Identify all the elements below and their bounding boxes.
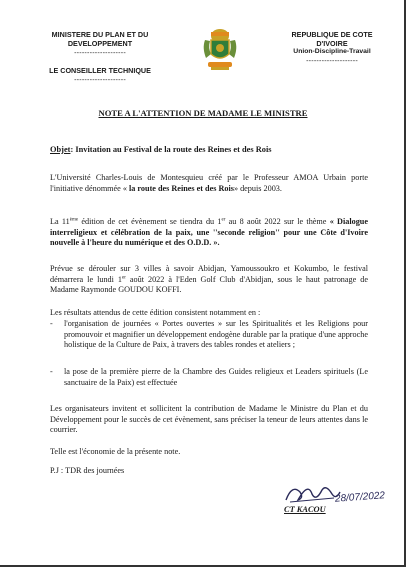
paragraph-venue <box>50 264 368 296</box>
header-right <box>278 30 386 65</box>
bullet-dash: - <box>50 319 53 328</box>
paragraph-intro <box>50 173 368 194</box>
list-item-text: la pose de la première pierre de la Chambre des Guides religieux et Leaders spirituels (Le sanctuaire de la Paix) est effectuée <box>64 367 368 387</box>
paragraph-closing: Telle est l'économie de la présente note. <box>50 447 181 456</box>
header-left <box>30 30 170 84</box>
ministry-name: MINISTERE DU PLAN ET DU DEVELOPPEMENT <box>51 30 149 48</box>
signature-date: 28/07/2022 <box>334 490 386 505</box>
paragraph-edition <box>50 217 368 249</box>
list-item-text: l'organisation de journées « Portes ouvertes » sur les Spiritualités et les Religions pour promouvoir et magnifier un développement endogène durable par la pratique d'une approche holistique de la Culture de Paix, à travers des tables rondes et ateliers ; <box>64 319 368 349</box>
edition-ordinal: ème <box>69 217 79 223</box>
venue-text-a: Prévue se dérouler sur 3 villes à savoir Abidjan, Yamoussoukro et Kokumbo, le festival démarrera le lundi 1 <box>50 264 368 284</box>
country-name: REPUBLIQUE DE COTE D'IVOIRE <box>291 30 373 48</box>
paragraph-intro-text: L'Université Charles-Louis de Montesquieu créé par le Professeur AMOA Urbain porte l'initiative dénommée « <box>50 173 368 193</box>
list-item <box>50 319 368 351</box>
list-item <box>50 367 368 388</box>
national-motto: Union-Discipline-Travail <box>293 48 371 55</box>
header-right-separator: -------------------- <box>306 56 358 66</box>
advisor-title: LE CONSEILLER TECHNIQUE <box>49 66 151 75</box>
venue-text-b: août 2022 à l'Eden Golf Club d'Abidjan, sous le haut patronage de Madame Raymonde GOUDOU KOFFI. <box>50 274 368 294</box>
handwritten-signature <box>282 480 342 506</box>
festival-name: la route des Reines et des Rois <box>126 183 234 193</box>
edition-text-b: édition de cet évènement se tiendra du 1 <box>78 217 222 226</box>
edition-theme: « Dialogue interreligieux et célébration de la paix, une ''seconde religion'' pour une Côte d'Ivoire nouvelle à l'heure du numérique et des O.D.D. ». <box>50 217 368 247</box>
paragraph-intro-tail: » depuis 2003. <box>233 183 282 193</box>
header-left-separator-2: -------------------- <box>74 75 126 84</box>
subject-line <box>50 145 360 156</box>
signatory-name: CT KACOU <box>284 505 326 514</box>
subject-text: : Invitation au Festival de la route des Reines et des Rois <box>70 145 272 154</box>
subject-label: Objet <box>50 145 71 154</box>
coat-of-arms-emblem <box>199 26 241 72</box>
edition-text-a: La 11 <box>50 217 70 226</box>
note-title: NOTE A L'ATTENTION DE MADAME LE MINISTRE <box>98 108 308 118</box>
paragraph-request: Les organisateurs invitent et sollicitent la contribution de Madame le Ministre du Plan et du Développement pour le succès de cet évènement, sans préciser la teneur de leurs attentes dans le courrier. <box>50 404 368 434</box>
edition-date-ordinal: er <box>221 217 226 223</box>
edition-text-c: au 8 août 2022 sur le thème <box>225 217 327 226</box>
attachments-line: P.J : TDR des journées <box>50 466 125 475</box>
venue-ordinal: er <box>122 274 126 280</box>
bullet-dash: - <box>50 367 53 376</box>
header-left-separator: -------------------- <box>74 48 126 57</box>
paragraph-results: Les résultats attendus de cette édition consistent notamment en : <box>50 308 261 317</box>
